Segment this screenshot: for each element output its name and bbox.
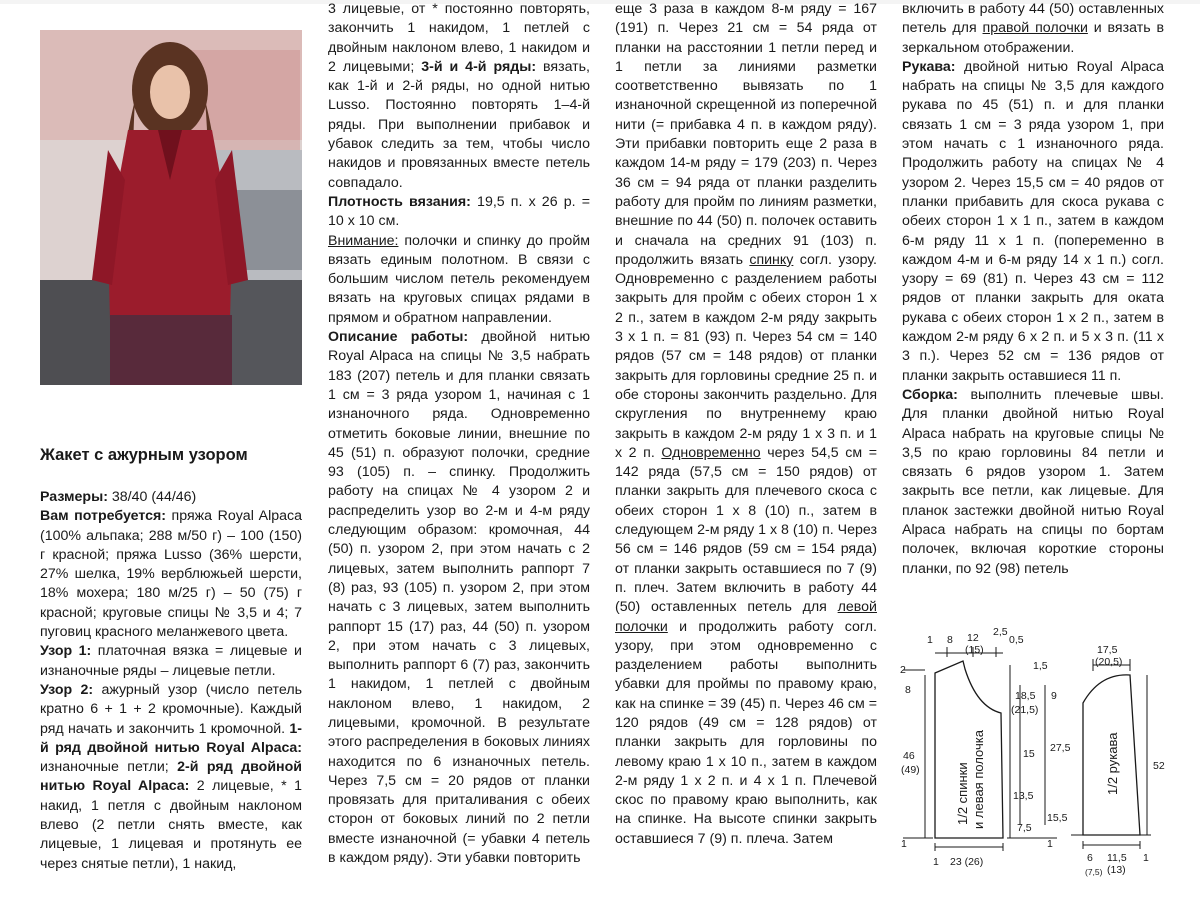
dim-label: 9 [1051,690,1057,702]
dim-label: (7,5) [1085,867,1103,877]
dim-label: 12 [967,632,979,644]
model-photo [40,30,302,385]
work-description-paragraph: Описание работы: двойной нитью Royal Alpaca на спицы № 3,5 набрать 183 (207) петель и для планки связать 1 см = 3 ряда узором 1, начиная с 1 изнаночного ряда. Одновременно отметить боковые линии, внешние по 45 (51) п. образуют полочки, средние 93 (105) п. – спинку. Продолжить работу на спицах № 4 узором 2 и распределить узор во 2-м и 4-м ряду следующим образом: кромочная, 44 (50) п. узором 2, при этом начать с 2 лицевых, затем выполнить раппорт 7 (8) раз, 93 (105) п. узором 2, при этом начать с 3 лицевых, затем выполнить раппорт 15 (17) раз, 44 (50) п. узором 2, при этом начать с 3 лицевых, выполнить раппорт 6 (7) раз, закончить 1 накидом, 1 петлей с двойным наклоном влево, 1 накидом, 2 лицевыми, кромочной. В результате этого распределения в боковых линиях находится по 6 изнаночных петель. Через 7,5 см = 20 рядов от планки провязать для приталивания с обеих сторон от боковых линий по 2 петли вместе изнаночной (= убавки 4 петель в каждом ряду). Эти убавки повторить [328,329,591,867]
dim-label: 2 [900,664,906,676]
dim-label: 17,5 [1097,644,1118,656]
pattern-continuation: 3 лицевые, от * постоянно повторять, закончить 1 накидом, 1 петлей с двойным наклоном влево, 1 накидом и 2 лицевыми; 3-й и 4-й ряды: вязать, как 1-й и 2-й ряды, но одной нитью Lusso. Постоянно повторять 1–4-й ряды. При выполнении прибавок и убавок следить за тем, чтобы число накидов и провязанных вместе петель совпадало. [328,1,591,191]
dim-label: (21,5) [1011,704,1039,716]
materials-paragraph: Вам потребуется: пряжа Royal Alpaca (100% альпака; 288 м/50 г) – 100 (150) г красной; пряжа Lusso (36% шерсти, 27% шелка, 19% верблюжьей шерсти, 18% мохера; 180 м/25 г) – 50 (75) г красной; круговые спицы № 3,5 и 4; 7 пуговиц красного меланжевого цвета. [40,508,302,641]
sleeves-paragraph: Рукава: двойной нитью Royal Alpaca набрать на спицы № 3,5 для каждого рукава по 45 (51) п. и для планки связать 1 см = 3 ряда узором 1, при этом начать с 1 изнаночного ряда. Продолжить работу на спицах № 4 узором 2. Через 15,5 см = 40 рядов от планки прибавить для скоса рукава с обеих сторон 1 х 1 п., затем в каждом 6-м ряду 11 х 1 п. (попеременно в каждом 4-м и 6-м ряду 14 х 1 п.) согл. узору = 69 (81) п. Через 43 см = 112 рядов от планки закрыть для оката рукава с обеих сторон 1 х 2 п., затем в каждом 2-м ряду 6 х 2 п. и 5 х 3 п. (11 х 3 п.). Через 52 см = 136 рядов от планки закрыть оставшиеся 11 п. [902,58,1164,384]
article-title: Жакет с ажурным узором [40,446,248,464]
dim-label: 27,5 [1050,742,1071,754]
pattern-1-paragraph: Узор 1: платочная вязка = лицевые и изнаночные ряды – лицевые петли. [40,643,302,679]
dim-label: 23 (26) [950,856,984,868]
dim-label: 1 [1143,852,1149,864]
body-piece-label: 1/2 спинки [955,762,970,825]
dim-label: 1,5 [1033,660,1048,672]
dim-label: 8 [947,634,953,646]
dim-label: 15 [1023,748,1035,760]
dim-label: 11,5 [1107,852,1127,864]
dim-label: 1 [933,856,939,868]
pattern-2-paragraph: Узор 2: ажурный узор (число петель кратно 6 + 1 + 2 кромочные). Каждый ряд начать и закончить 1 кромочной. 1-й ряд двойной нитью Royal Alpaca: изнаночные петли; 2-й ряд двойной нитью Royal Alpaca: 2 лицевые, * 1 накид, 1 петля с двойным наклоном влево (2 петли снять вместе, как лицевые, 1 лицевая и протянуть ее через снятые петли), 1 накид, [40,681,303,872]
dim-label: (13) [1107,864,1126,876]
dim-label: 1 [1047,838,1053,850]
text-column-1 [40,488,302,874]
dim-label: (20,5) [1095,656,1123,668]
sizes-paragraph: Размеры: 38/40 (44/46) [40,489,197,505]
right-front-paragraph: включить в работу 44 (50) оставленных петель для правой полочки и вязать в зеркальном отображении. [902,1,1165,56]
body-instructions: еще 3 раза в каждом 8-м ряду = 167 (191) п. Через 21 см = 54 ряда от планки на расстоянии 1 петли перед и 1 петли за линиями разметки соответственно вывязать по 1 изнаночной скрещенной из поперечной нити (= прибавка 4 п. в каждом ряду). Эти прибавки повторить еще 2 раза в каждом 14-м ряду = 179 (203) п. Через 36 см = 94 ряда от планки разделить работу для пройм по линиям разметки, внешние по 44 (50) п. полочек оставить и сначала на средних 91 (103) п. продолжить вязать спинку согл. узору. Одновременно с разделением работы закрыть для пройм с обеих сторон 1 х 2 п., затем в каждом 2-м ряду закрыть 3 х 1 п. = 81 (93) п. Через 54 см = 140 рядов (57 см = 148 рядов) от планки закрыть для горловины средние 25 п. и обе стороны закончить раздельно. Для скругления по внутреннему краю закрыть в каждом 2-м ряду 1 х 3 п. и 1 х 2 п. Одновременно через 54,5 см = 142 ряда (57,5 см = 150 рядов) от планки закрыть для плечевого скоса с обеих сторон 1 х 8 (10) п., затем в следующем 2-м ряду 1 х 8 (10) п. Через 56 см = 146 рядов (59 см = 154 ряда) от планки закрыть оставшиеся по 7 (9) п. плеч. Затем включить в работу 44 (50) оставленных петель для левой полочки и продолжить работу согл. узору, при этом одновременно с разделением работы выполнить убавки для проймы по правому краю, как на спинке = 39 (45) п. Через 46 см = 120 рядов (49 см = 128 рядов) от планки закрыть для горловины по левому краю 1 х 10 п., затем в каждом 2-м ряду 1 х 2 п. и 4 х 1 п. Плечевой скос по правому краю выполнить, как на спинке. На высоте спинки закрыть оставшиеся 7 (9) п. плеча. Затем [615,1,877,847]
dim-label: 6 [1087,852,1093,864]
text-column-2 [328,0,590,868]
dim-label: 15,5 [1047,812,1068,824]
dim-label: 13,5 [1013,790,1034,802]
dim-label: 7,5 [1017,822,1032,834]
body-piece-label-2: и левая полочка [971,730,986,829]
dim-label: 18,5 [1015,690,1036,702]
photo-illustration [40,30,302,385]
pattern-schematic [895,625,1195,905]
assembly-paragraph: Сборка: выполнить плечевые швы. Для планки двойной нитью Royal Alpaca набрать на круговые спицы № 3,5 по краю горловины 84 петли и связать 6 рядов узором 1. Затем закрыть все петли, как лицевые. Для планок застежки двойной нитью Royal Alpaca набрать на спицы по бортам полочек, включая короткие стороны планки, по 92 (98) петель [902,386,1164,577]
dim-label: 1 [901,838,907,850]
attention-paragraph: Внимание: полочки и спинку до пройм вязать единым полотном. В связи с большим числом петель рекомендуем вязать на круговых спицах рядами в прямом и обратном направлении. [328,232,590,326]
dim-label: (15) [965,644,984,656]
dim-label: 8 [905,684,911,696]
dim-label: 0,5 [1009,634,1024,646]
dim-label: 1 [927,634,933,646]
dim-label: 46 [903,750,915,762]
sleeve-piece-label: 1/2 рукава [1105,732,1120,795]
dim-label: (49) [901,764,920,776]
text-column-3 [615,0,877,849]
dim-label: 52 [1153,760,1165,772]
dim-label: 2,5 [993,626,1008,638]
text-column-4 [902,0,1164,579]
gauge-paragraph: Плотность вязания: 19,5 п. х 26 р. = 10 х 10 см. [328,193,590,230]
